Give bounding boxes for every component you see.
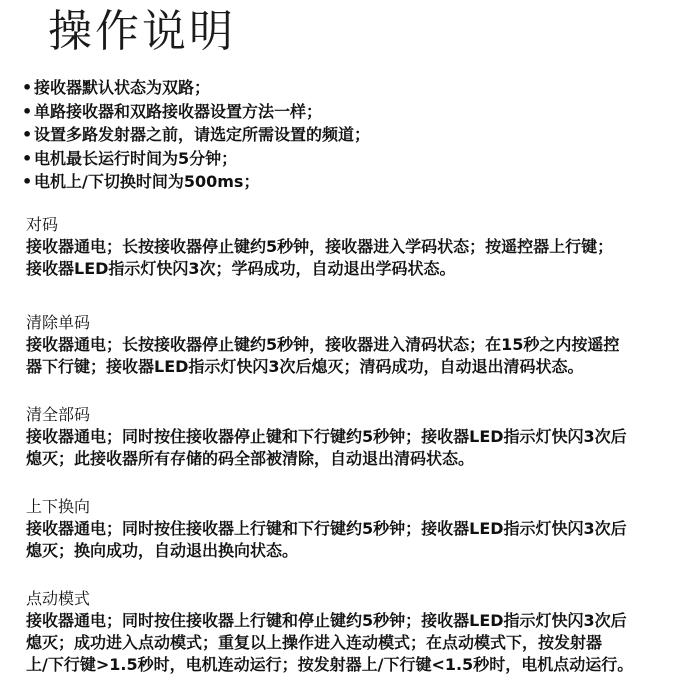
section-line: 接收器通电；同时按住接收器上行键和停止键约5秒钟；接收器LED指示灯快闪3次后 <box>26 611 627 630</box>
note-item <box>22 100 370 124</box>
section-pairing <box>26 214 676 280</box>
note-item <box>22 147 370 171</box>
notes-list <box>22 76 370 194</box>
section-line: 熄灭；成功进入点动模式；重复以上操作进入连动模式；在点动模式下，按发射器 <box>26 633 603 652</box>
note-item <box>22 123 370 147</box>
section-line: 接收器通电；同时按住接收器上行键和下行键约5秒钟；接收器LED指示灯快闪3次后 <box>26 519 627 538</box>
note-text: 设置多路发射器之前，请选定所需设置的频道； <box>34 125 371 144</box>
section-heading: 上下换向 <box>26 497 91 516</box>
section-line: 接收器通电；同时按住接收器停止键和下行键约5秒钟；接收器LED指示灯快闪3次后 <box>26 427 627 446</box>
section-line: 接收器LED指示灯快闪3次；学码成功，自动退出学码状态。 <box>26 259 456 278</box>
note-text: 单路接收器和双路接收器设置方法一样； <box>34 101 323 121</box>
section-heading: 对码 <box>26 215 59 234</box>
bullet-icon: • <box>22 78 33 97</box>
bullet-icon: • <box>22 101 33 121</box>
page-title: 操作说明 <box>48 6 236 57</box>
section-reverse-direction <box>26 496 676 562</box>
section-line: 上/下行键>1.5秒时，电机连动运行；按发射器上/下行键<1.5秒时，电机点动运行。 <box>26 655 634 674</box>
section-line: 熄灭；此接收器所有存储的码全部被清除，自动退出清码状态。 <box>26 449 475 468</box>
section-heading: 清除单码 <box>26 313 91 332</box>
note-item <box>22 76 370 100</box>
section-line: 接收器通电；长按接收器停止键约5秒钟，接收器进入学码状态；按遥控器上行键； <box>26 237 614 256</box>
bullet-icon: • <box>22 148 33 168</box>
section-clear-all-codes <box>26 404 676 470</box>
note-text: 接收器默认状态为双路； <box>34 78 211 97</box>
section-heading: 点动模式 <box>26 589 91 608</box>
note-item <box>22 170 370 194</box>
section-inching-mode <box>26 588 676 676</box>
bullet-icon: • <box>22 172 33 191</box>
section-line: 接收器通电；长按接收器停止键约5秒钟，接收器进入清码状态；在15秒之内按遥控 <box>26 335 620 354</box>
section-heading: 清全部码 <box>26 405 91 424</box>
bullet-icon: • <box>22 125 33 144</box>
note-text: 电机上/下切换时间为500ms； <box>34 172 260 191</box>
note-text: 电机最长运行时间为5分钟； <box>34 148 238 168</box>
section-line: 熄灭；换向成功，自动退出换向状态。 <box>26 541 299 560</box>
section-clear-single-code <box>26 312 676 378</box>
section-line: 器下行键；接收器LED指示灯快闪3次后熄灭；清码成功，自动退出清码状态。 <box>26 357 584 376</box>
